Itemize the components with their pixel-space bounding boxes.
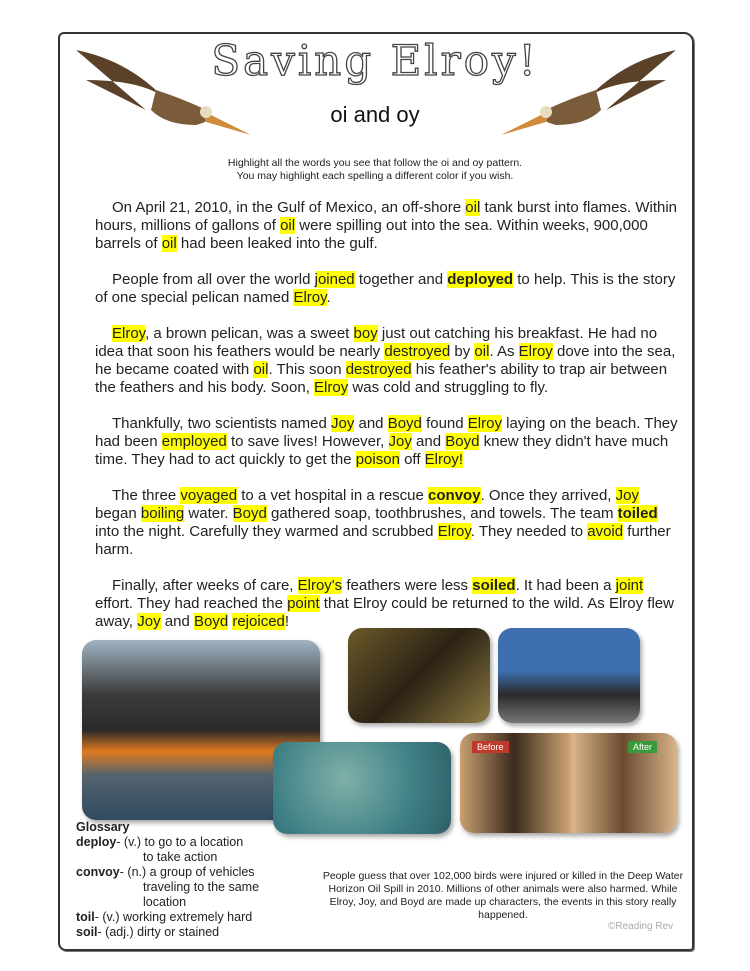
highlighted-word: boiling — [140, 505, 185, 522]
highlighted-word: Joy — [137, 613, 161, 630]
highlighted-word: joint — [615, 577, 644, 594]
glossary — [76, 820, 276, 940]
highlighted-word: Boyd — [232, 505, 267, 522]
glossary-entry — [76, 865, 276, 880]
story-text-segment: and — [160, 613, 194, 630]
highlighted-word: Joy — [388, 433, 412, 450]
story-text-segment: to help. This is the story of one special pelican named — [95, 271, 676, 306]
oiled-pelicans-photo — [348, 628, 490, 723]
story-text-segment: together and — [354, 271, 448, 288]
highlighted-word: destroyed — [345, 361, 412, 378]
glossary-definition: traveling to the same — [143, 880, 260, 894]
story-paragraph — [95, 415, 680, 469]
story-text-segment: dove into the sea, he became coated with — [95, 343, 676, 378]
highlighted-word: deployed — [447, 271, 514, 288]
page-title: Saving Elroy! — [211, 36, 539, 85]
highlighted-word: toiled — [617, 505, 658, 522]
glossary-entry — [76, 910, 276, 925]
highlighted-word: oil — [161, 235, 177, 252]
highlighted-word: Elroy's — [297, 577, 343, 594]
story-text-segment: tank burst into flames. Within hours, millions of gallons of — [95, 199, 678, 234]
highlighted-word: destroyed — [384, 343, 451, 360]
highlighted-word: Elroy — [293, 289, 327, 306]
photo-caption: People guess that over 102,000 birds were injured or killed in the Deep Water Horizon Oil Spill in 2010. Millions of other animals were also harmed. While Elroy, Joy, and Boyd are made up characters, the events in this story really happened. — [322, 870, 684, 921]
story-text-segment: effort. They had reached the — [95, 595, 288, 612]
story-text-segment: ! — [284, 613, 290, 630]
glossary-heading: Glossary — [76, 820, 130, 834]
before-label: Before — [472, 741, 509, 753]
story-text-segment: . They needed to — [470, 523, 588, 540]
story-text-segment: knew they didn't have much time. They had to act quickly to get the — [95, 433, 669, 468]
story-text-segment: that Elroy could be returned to the wild. As Elroy flew away, — [95, 595, 674, 630]
before-after-pelican-photo — [460, 733, 677, 833]
highlighted-word: Boyd — [387, 415, 422, 432]
story-text-segment: On April 21, 2010, in the Gulf of Mexico, an off-shore — [112, 199, 466, 216]
glossary-word: toil — [76, 910, 95, 924]
story-text-segment: and — [354, 415, 388, 432]
story-text-segment: to save lives! However, — [226, 433, 389, 450]
instruction-line: You may highlight each spelling a different color if you wish. — [236, 170, 514, 182]
story-text-segment: . — [326, 289, 331, 306]
highlighted-word: employed — [161, 433, 227, 450]
highlighted-word: Boyd — [445, 433, 480, 450]
story-text-segment: Finally, after weeks of care, — [112, 577, 298, 594]
story-text-segment: just out catching his breakfast. He had no idea that soon his feathers would be nearly — [95, 325, 658, 360]
glossary-definition: - (n.) a group of vehicles — [119, 865, 255, 879]
glossary-definition: - (adj.) dirty or stained — [97, 925, 220, 939]
instructions — [180, 157, 570, 183]
highlighted-word: Joy — [615, 487, 639, 504]
story-text-segment: . This soon — [268, 361, 346, 378]
story-text-segment: was cold and struggling to fly. — [348, 379, 549, 396]
highlighted-word: convoy — [428, 487, 481, 504]
highlighted-word: Boyd — [193, 613, 229, 630]
subtitle: oi and oy — [330, 102, 420, 127]
story-text-segment: water. — [184, 505, 233, 522]
story-text-segment: feathers were less — [342, 577, 473, 594]
glossary-definition: - (v.) to go to a location — [116, 835, 244, 849]
highlighted-word: oil — [465, 199, 481, 216]
highlighted-word: Elroy — [437, 523, 471, 540]
story-text-segment: and — [411, 433, 446, 450]
rescuers-cleaning-photo — [498, 628, 640, 723]
highlighted-word: boy — [353, 325, 378, 342]
highlighted-word: voyaged — [180, 487, 238, 504]
highlighted-word: avoid — [587, 523, 624, 540]
story-text-segment: were spilling out into the sea. Within weeks, 900,000 barrels of — [95, 217, 648, 252]
story-text-segment: laying on the beach. They had been — [95, 415, 678, 450]
highlighted-word: Elroy — [518, 343, 553, 360]
story-paragraph — [95, 271, 680, 307]
story-text-segment: off — [399, 451, 425, 468]
story-text-segment: . Once they arrived, — [480, 487, 616, 504]
glossary-word: convoy — [76, 865, 120, 879]
highlighted-word: oil — [474, 343, 490, 360]
story-text-segment: had been leaked into the gulf. — [176, 235, 378, 252]
story-paragraph — [95, 199, 680, 253]
glossary-definition: location — [143, 895, 187, 909]
highlighted-word: oil — [253, 361, 269, 378]
story-text-segment: gathered soap, toothbrushes, and towels. The team — [266, 505, 618, 522]
story-text-segment: into the night. Carefully they warmed and scrubbed — [95, 523, 438, 540]
highlighted-word: Elroy — [314, 379, 349, 396]
instruction-line: Highlight all the words you see that follow the oi and oy pattern. — [227, 157, 523, 169]
story-text-segment: began — [95, 505, 141, 522]
highlighted-word: Elroy — [112, 325, 146, 342]
story-text-segment: by — [450, 343, 475, 360]
highlighted-word: oil — [280, 217, 296, 234]
story-text-segment: . As — [489, 343, 519, 360]
story-text-segment: to a vet hospital in a rescue — [237, 487, 429, 504]
oil-slick-water-photo — [273, 742, 451, 834]
copyright: ©Reading Rev — [608, 921, 674, 932]
highlighted-word: Elroy! — [424, 451, 463, 468]
highlighted-word: point — [287, 595, 320, 612]
story-paragraph — [95, 325, 680, 397]
highlighted-word: soiled — [472, 577, 516, 594]
story-paragraph — [95, 487, 680, 559]
after-label: After — [628, 741, 657, 753]
highlighted-word: joined — [314, 271, 355, 288]
highlighted-word: Joy — [330, 415, 355, 432]
highlighted-word: poison — [355, 451, 400, 468]
glossary-word: deploy — [76, 835, 117, 849]
highlighted-word: Elroy — [467, 415, 502, 432]
highlighted-word: rejoiced — [232, 613, 285, 630]
glossary-entry — [76, 835, 276, 850]
story-text-segment: his feather's ability to trap air between the feathers and his body. Soon, — [95, 361, 668, 396]
story-text-segment: Thankfully, two scientists named — [112, 415, 331, 432]
story-text-segment: further harm. — [95, 523, 671, 558]
glossary-word: soil — [76, 925, 98, 939]
story-paragraph — [95, 577, 680, 631]
glossary-definition: to take action — [143, 850, 218, 864]
story-text-segment: . It had been a — [515, 577, 616, 594]
glossary-definition: - (v.) working extremely hard — [94, 910, 253, 924]
story-text — [95, 199, 680, 649]
story-text-segment: People from all over the world — [112, 271, 315, 288]
story-text-segment: , a brown pelican, was a sweet — [145, 325, 354, 342]
story-text-segment: The three — [112, 487, 181, 504]
story-text-segment: found — [421, 415, 468, 432]
glossary-entry — [76, 925, 276, 940]
